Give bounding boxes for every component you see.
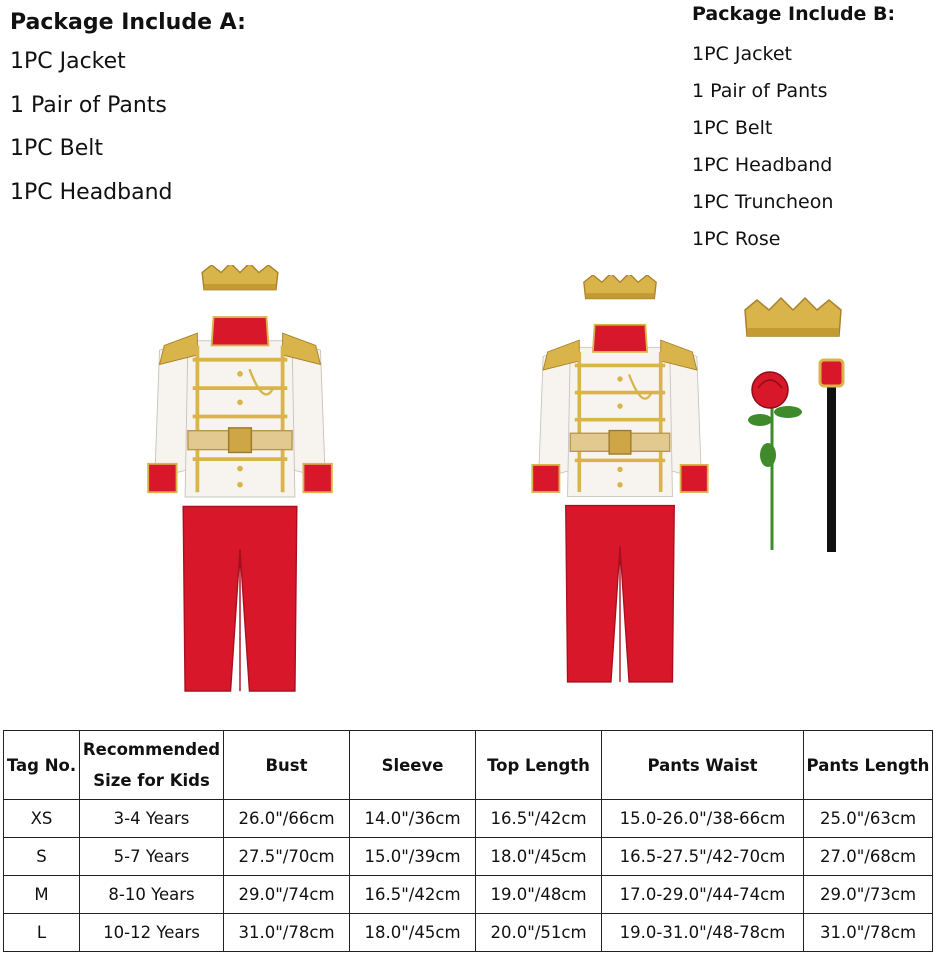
package-a-item: 1PC Jacket <box>10 49 126 74</box>
cell-size: 3-4 Years <box>80 800 224 838</box>
cell-pants-waist: 15.0-26.0"/38-66cm <box>602 800 804 838</box>
crown-icon <box>745 298 841 336</box>
cell-size: 5-7 Years <box>80 838 224 876</box>
package-b-item: 1PC Jacket <box>692 43 793 65</box>
package-a-title: Package Include A: <box>10 10 246 35</box>
col-size-line1: Recommended <box>82 740 221 759</box>
cell-pants-length: 27.0"/68cm <box>804 838 933 876</box>
table-header-row <box>4 731 933 800</box>
cell-pants-length: 25.0"/63cm <box>804 800 933 838</box>
cell-tag: L <box>4 914 80 952</box>
cell-pants-waist: 16.5-27.5"/42-70cm <box>602 838 804 876</box>
cell-pants-waist: 19.0-31.0"/48-78cm <box>602 914 804 952</box>
package-a-list <box>10 40 246 214</box>
cell-size: 8-10 Years <box>80 876 224 914</box>
col-pants-waist: Pants Waist <box>602 731 804 800</box>
cell-sleeve: 15.0"/39cm <box>350 838 476 876</box>
cell-pants-length: 31.0"/78cm <box>804 914 933 952</box>
col-top-length: Top Length <box>476 731 602 800</box>
package-a <box>10 6 246 214</box>
cell-pants-waist: 17.0-29.0"/44-74cm <box>602 876 804 914</box>
cell-pants-length: 29.0"/73cm <box>804 876 933 914</box>
package-a-item: 1PC Belt <box>10 136 103 161</box>
package-b-list <box>692 36 895 258</box>
package-b-item: 1PC Rose <box>692 228 781 250</box>
package-b-item: 1PC Headband <box>692 154 833 176</box>
col-pants-length: Pants Length <box>804 731 933 800</box>
col-size <box>80 731 224 800</box>
cell-sleeve: 18.0"/45cm <box>350 914 476 952</box>
col-sleeve: Sleeve <box>350 731 476 800</box>
cell-tag: XS <box>4 800 80 838</box>
cell-tag: M <box>4 876 80 914</box>
cell-sleeve: 14.0"/36cm <box>350 800 476 838</box>
cell-top-length: 20.0"/51cm <box>476 914 602 952</box>
size-chart-table <box>3 730 933 952</box>
cell-size: 10-12 Years <box>80 914 224 952</box>
table-row <box>4 914 933 952</box>
package-b-item: 1PC Truncheon <box>692 191 834 213</box>
package-a-item: 1 Pair of Pants <box>10 92 167 118</box>
cell-bust: 26.0"/66cm <box>224 800 350 838</box>
cell-bust: 31.0"/78cm <box>224 914 350 952</box>
package-b-item: 1 Pair of Pants <box>692 80 828 102</box>
table-row <box>4 800 933 838</box>
truncheon-icon <box>820 360 843 552</box>
col-tag: Tag No. <box>4 731 80 800</box>
package-a-item: 1PC Headband <box>10 179 173 205</box>
costume-a-figure <box>148 263 332 691</box>
col-bust: Bust <box>224 731 350 800</box>
cell-bust: 29.0"/74cm <box>224 876 350 914</box>
cell-top-length: 19.0"/48cm <box>476 876 602 914</box>
cell-sleeve: 16.5"/42cm <box>350 876 476 914</box>
package-b-title: Package Include B: <box>692 3 896 25</box>
cell-tag: S <box>4 838 80 876</box>
package-b <box>692 1 895 258</box>
package-b-item: 1PC Belt <box>692 117 773 139</box>
cell-top-length: 18.0"/45cm <box>476 838 602 876</box>
table-row <box>4 876 933 914</box>
rose-icon <box>748 372 802 550</box>
costume-illustration <box>0 250 935 720</box>
cell-bust: 27.5"/70cm <box>224 838 350 876</box>
cell-top-length: 16.5"/42cm <box>476 800 602 838</box>
col-size-line2: Size for Kids <box>93 771 210 790</box>
table-row <box>4 838 933 876</box>
costume-b-figure <box>532 273 707 682</box>
